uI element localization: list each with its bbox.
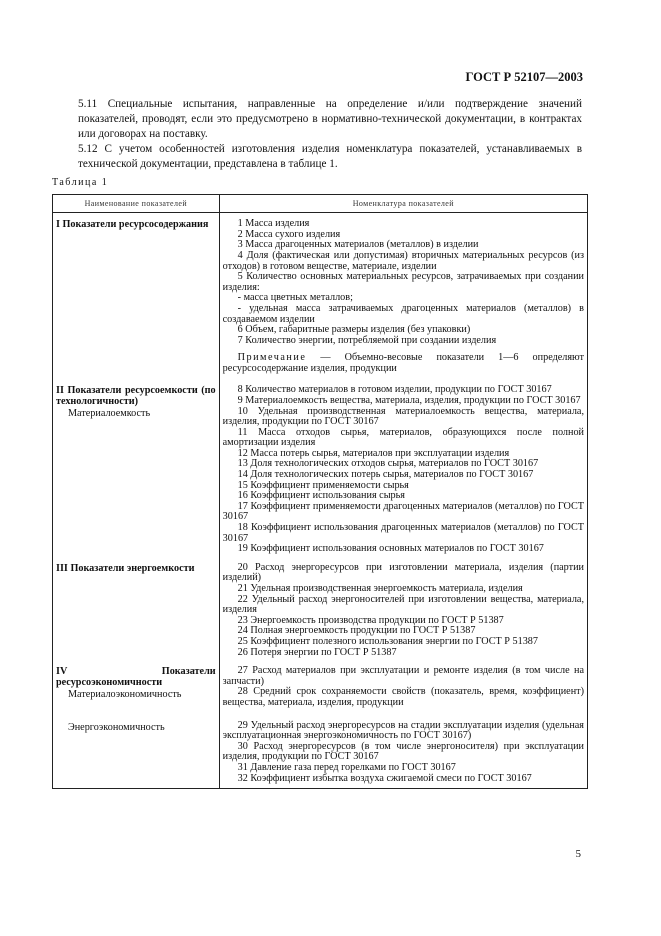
note-text: — Объемно-весовые показатели 1—6 определяют ресурсосодержание изделия, продукции [222,352,584,375]
list-item: 26 Потеря энергии по ГОСТ Р 51387 [237,646,397,658]
list-item: 23 Энергоемкость производства продукции по ГОСТ Р 51387 [237,614,504,626]
list-item: 9 Материалоемкость вещества, материала, изделия, продукции по ГОСТ 30167 [237,394,581,406]
standard-header: ГОСТ Р 52107—2003 [465,70,583,84]
list-item: 29 Удельный расход энергоресурсов на стадии эксплуатации изделия (удельная эксплуатационная энергоэкономичность по ГОСТ 30167) [222,719,584,742]
list-item: 24 Полная энергоемкость продукции по ГОСТ Р 51387 [237,625,476,637]
list-item: 16 Коэффициент использования сырья [237,490,405,502]
subgroup-title: Материалоемкость [68,408,151,420]
list-item: 27 Расход материалов при эксплуатации и ремонте изделия (в том числе на запчасти) [222,665,584,687]
list-item: 10 Удельная производственная материалоемкость вещества, материала, изделия, продукции по ГОСТ 30167 [222,405,584,428]
list-item: 4 Доля (фактическая или допустимая) вторичных материальных ресурсов (из отходов) в готовом веществе, материале, изделии [222,249,584,272]
paragraph-5-12-text: 5.12 С учетом особенностей изготовления изделия номенклатура показателей, устанавливаемых в технической документации, представлена в таблице 1. [78,143,582,171]
list-item: - удельная масса затрачиваемых драгоценных материалов (металлов) в создаваемом изделии [222,302,584,325]
list-item: 15 Коэффициент применяемости сырья [237,479,409,491]
list-item: 12 Масса потерь сырья, материалов при эксплуатации изделия [237,447,510,459]
paragraph-5-11 [78,97,582,143]
page-number: 5 [575,848,581,860]
list-item: 2 Масса сухого изделия [237,228,341,240]
list-item: 13 Доля технологических отходов сырья, материалов по ГОСТ 30167 [237,458,539,470]
table-row [53,213,588,381]
list-item: 17 Коэффициент применяемости драгоценных материалов (металлов) по ГОСТ 30167 [222,500,584,523]
table-header-row [53,195,588,213]
list-item: 7 Количество энергии, потребляемой при создании изделия [237,334,497,346]
list-item: 31 Давление газа перед горелками по ГОСТ 30167 [237,761,456,773]
table-note [223,352,584,374]
list-item: 20 Расход энергоресурсов при изготовлении материала, изделия (партии изделий) [222,561,584,584]
list-item: 30 Расход энергоресурсов (в том числе энергоносителя) при эксплуатации изделия, продукции по ГОСТ 30167 [222,740,584,763]
list-item: 18 Коэффициент использования драгоценных материалов (металлов) по ГОСТ 30167 [222,522,584,544]
list-item: 22 Удельный расход энергоносителей при изготовлении вещества, материала, изделия [222,593,584,616]
table-row [53,561,588,664]
col-header-nomenclature: Номенклатура показателей [219,195,587,213]
col-header-names: Наименование показателей [53,195,220,213]
list-item: 19 Коэффициент использования основных материалов по ГОСТ 30167 [237,543,544,555]
table-row [53,380,588,561]
table-caption: Таблица 1 [52,177,109,188]
list-item: 5 Количество основных материальных ресурсов, затрачиваемых при создании изделия: [222,271,584,293]
list-item: 21 Удельная производственная энергоемкость материала, изделия [237,583,523,595]
group-title: III Показатели энергоемкости [56,562,195,574]
list-item: - масса цветных металлов; [237,292,353,304]
list-item: 14 Доля технологических потерь сырья, материалов по ГОСТ 30167 [237,469,534,481]
list-item: 8 Количество материалов в готовом изделии, продукции по ГОСТ 30167 [237,384,552,396]
subgroup-title: Энергоэкономичность [68,722,165,734]
list-item: 3 Масса драгоценных материалов (металлов) в изделии [237,239,479,251]
list-item: 11 Масса отходов сырья, материалов, образующихся после полной амортизации изделия [222,426,584,449]
list-item: 6 Объем, габаритные размеры изделия (без упаковки) [237,324,471,336]
group-title: I Показатели ресурсосодержания [56,219,209,231]
list-item: 25 Коэффициент полезного использования энергии по ГОСТ Р 51387 [237,635,538,647]
list-item: 28 Средний срок сохраняемости свойств (показатель, время, коэффициент) вещества, материала, изделия, продукции [222,686,584,708]
group-title: IV Показатели ресурсоэкономичности [56,666,216,689]
paragraph-5-11-text: 5.11 Специальные испытания, направленные на определение и/или подтверждение значений показателей, проводят, если это предусмотрено в нормативно-технической документации, в контрактах или договорах на поставку. [78,98,582,141]
list-item: 1 Масса изделия [237,218,310,230]
note-label: Примечание [237,352,307,364]
group-title: II Показатели ресурсоемкости (по технологичности) [56,385,216,408]
subgroup-title: Материалоэкономичность [68,689,182,701]
indicators-table [52,194,588,789]
table-row [53,664,588,788]
list-item: 32 Коэффициент избытка воздуха сжигаемой смеси по ГОСТ 30167 [237,772,532,784]
paragraph-5-12 [78,142,582,172]
